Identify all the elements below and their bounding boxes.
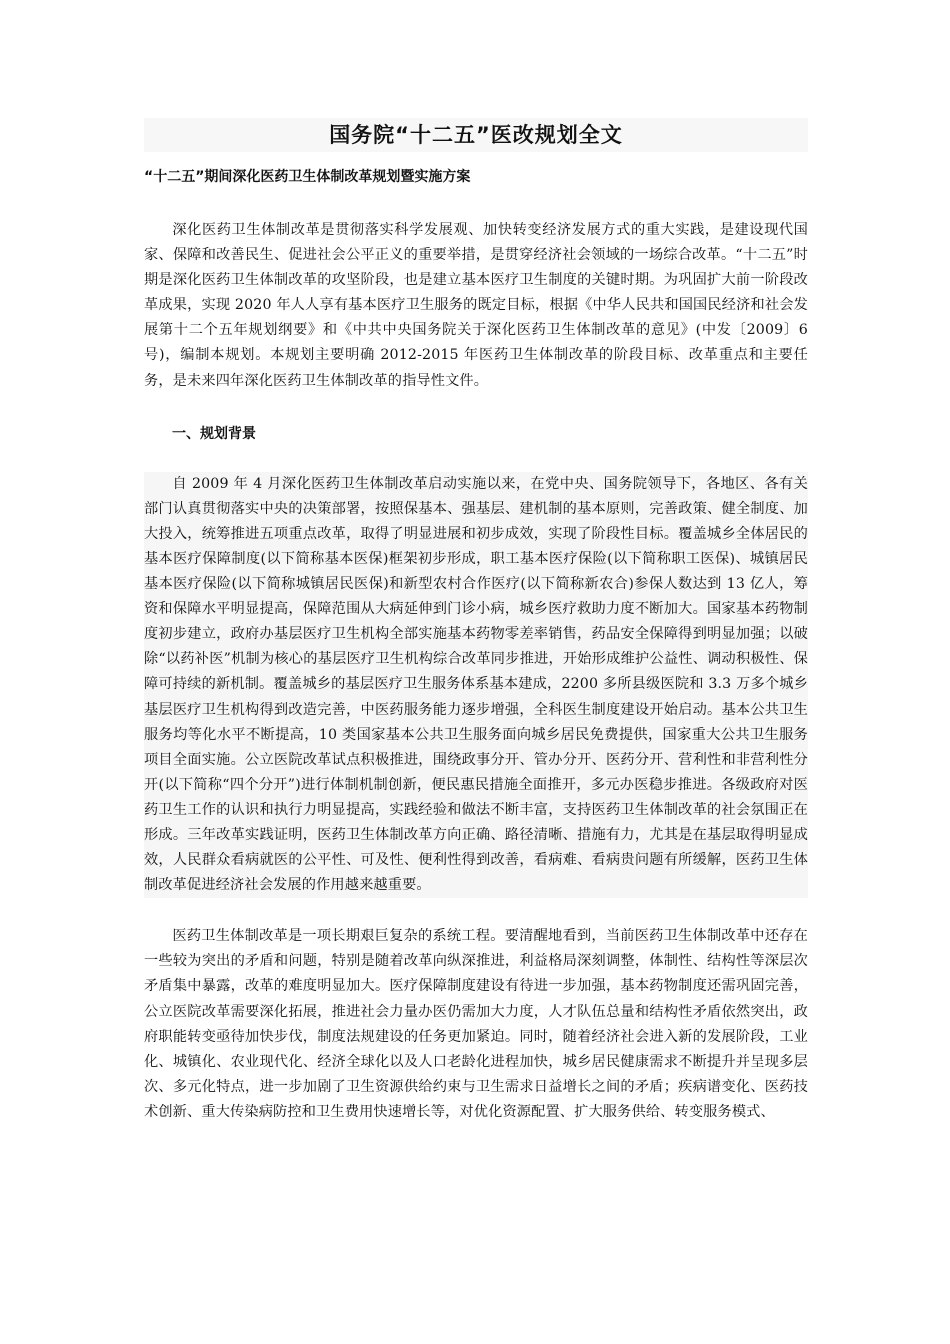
intro-paragraph: 深化医药卫生体制改革是贯彻落实科学发展观、加快转变经济发展方式的重大实践，是建设现代国家、保障和改善民生、促进社会公平正义的重要举措，是贯穿经济社会领域的一场综合改革。“十二五”时期是深化医药卫生体制改革的攻坚阶段，也是建立基本医疗卫生制度的关键时期。为巩固扩大前一阶段改革成果，实现 2020 年人人享有基本医疗卫生服务的既定目标，根据《中华人民共和国国民经济和社会发展第十二个五年规划纲要》和《中共中央国务院关于深化医药卫生体制改革的意见》(中发〔2009〕6 号)，编制本规划。本规划主要明确 2012-2015 年医药卫生体制改革的阶段目标、改革重点和主要任务，是未来四年深化医药卫生体制改革的指导性文件。 (144, 222, 808, 389)
document-subtitle: “十二五”期间深化医药卫生体制改革规划暨实施方案 (144, 169, 471, 185)
document-page (144, 118, 808, 1125)
document-title: 国务院“十二五”医改规划全文 (144, 118, 808, 152)
section-heading-background: 一、规划背景 (172, 425, 256, 442)
background-paragraph-1: 自 2009 年 4 月深化医药卫生体制改革启动实施以来，在党中央、国务院领导下，各地区、各有关部门认真贯彻落实中央的决策部署，按照保基本、强基层、建机制的基本原则，完善政策、健全制度、加大投入，统筹推进五项重点改革，取得了明显进展和初步成效，实现了阶段性目标。覆盖城乡全体居民的基本医疗保障制度(以下简称基本医保)框架初步形成，职工基本医疗保险(以下简称职工医保)、城镇居民基本医疗保险(以下简称城镇居民医保)和新型农村合作医疗(以下简称新农合)参保人数达到 13 亿人，筹资和保障水平明显提高，保障范围从大病延伸到门诊小病，城乡医疗救助力度不断加大。国家基本药物制度初步建立，政府办基层医疗卫生机构全部实施基本药物零差率销售，药品安全保障得到明显加强；以破除“以药补医”机制为核心的基层医疗卫生机构综合改革同步推进，开始形成维护公益性、调动积极性、保障可持续的新机制。覆盖城乡的基层医疗卫生服务体系基本建成，2200 多所县级医院和 3.3 万多个城乡基层医疗卫生机构得到改造完善，中医药服务能力逐步增强，全科医生制度建设开始启动。基本公共卫生服务均等化水平不断提高，10 类国家基本公共卫生服务面向城乡居民免费提供，国家重大公共卫生服务项目全面实施。公立医院改革试点积极推进，围绕政事分开、管办分开、医药分开、营利性和非营利性分开(以下简称“四个分开”)进行体制机制创新，便民惠民措施全面推开，多元办医稳步推进。各级政府对医药卫生工作的认识和执行力明显提高，实践经验和做法不断丰富，支持医药卫生体制改革的社会氛围正在形成。三年改革实践证明，医药卫生体制改革方向正确、路径清晰、措施有力，尤其是在基层取得明显成效，人民群众看病就医的公平性、可及性、便利性得到改善，看病难、看病贵问题有所缓解，医药卫生体制改革促进经济社会发展的作用越来越重要。 (144, 472, 808, 899)
background-paragraph-2: 医药卫生体制改革是一项长期艰巨复杂的系统工程。要清醒地看到，当前医药卫生体制改革中还存在一些较为突出的矛盾和问题，特别是随着改革向纵深推进，利益格局深刻调整，体制性、结构性等深层次矛盾集中暴露，改革的难度明显加大。医疗保障制度建设有待进一步加强，基本药物制度还需巩固完善，公立医院改革需要深化拓展，推进社会力量办医仍需加大力度，人才队伍总量和结构性矛盾依然突出，政府职能转变亟待加快步伐，制度法规建设的任务更加紧迫。同时，随着经济社会进入新的发展阶段，工业化、城镇化、农业现代化、经济全球化以及人口老龄化进程加快，城乡居民健康需求不断提升并呈现多层次、多元化特点，进一步加剧了卫生资源供给约束与卫生需求日益增长之间的矛盾；疾病谱变化、医药技术创新、重大传染病防控和卫生费用快速增长等，对优化资源配置、扩大服务供给、转变服务模式、 (144, 928, 808, 1120)
